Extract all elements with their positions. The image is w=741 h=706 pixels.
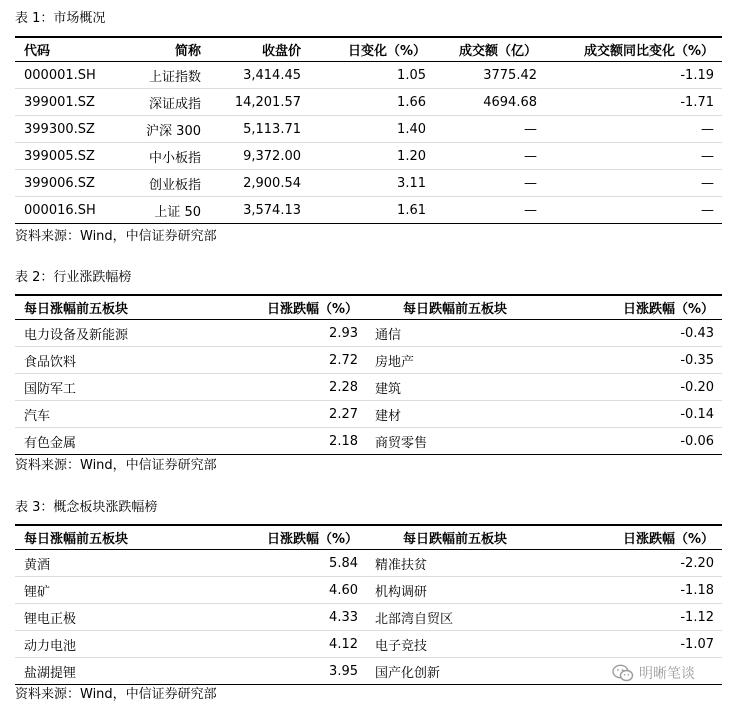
cell-close: 3,414.45 (201, 62, 301, 89)
cell-loser-sector: 国产化创新 (366, 658, 544, 685)
cell-loser-pct: -0.06 (544, 428, 722, 455)
cell-gainer-sector: 黄酒 (15, 550, 218, 577)
concept-ranking-table (15, 524, 722, 685)
cell-loser-pct: -1.12 (544, 604, 722, 631)
cell-close: 2,900.54 (201, 170, 301, 197)
col-header-code: 代码 (15, 37, 107, 62)
cell-loser-sector: 电子竞技 (366, 631, 544, 658)
cell-loser-sector: 建材 (366, 401, 544, 428)
table-row (15, 604, 722, 631)
table2-caption: 表 2：行业涨跌幅榜 (15, 270, 132, 285)
cell-gainer-pct: 4.33 (218, 604, 366, 631)
cell-name: 深证成指 (107, 89, 201, 116)
cell-turnover-yoy: — (537, 143, 722, 170)
table2-source: 资料来源：Wind，中信证券研究部 (15, 458, 217, 473)
cell-name: 沪深 300 (107, 116, 201, 143)
cell-close: 14,201.57 (201, 89, 301, 116)
table-row (15, 89, 722, 116)
cell-turnover: — (426, 170, 537, 197)
cell-daily-change: 1.05 (301, 62, 426, 89)
cell-gainer-sector: 电力设备及新能源 (15, 320, 218, 347)
cell-close: 3,574.13 (201, 197, 301, 224)
col-header-name: 简称 (107, 37, 201, 62)
col-header-top-losers: 每日跌幅前五板块 (366, 295, 544, 320)
cell-gainer-pct: 4.12 (218, 631, 366, 658)
cell-code: 399001.SZ (15, 89, 107, 116)
table-row (15, 143, 722, 170)
industry-ranking-table (15, 294, 722, 455)
cell-turnover-yoy: — (537, 116, 722, 143)
table1-caption: 表 1：市场概况 (15, 11, 106, 26)
cell-code: 399006.SZ (15, 170, 107, 197)
cell-loser-pct: -1.07 (544, 631, 722, 658)
cell-gainer-sector: 动力电池 (15, 631, 218, 658)
cell-code: 000016.SH (15, 197, 107, 224)
col-header-top-losers: 每日跌幅前五板块 (366, 525, 544, 550)
table-row (15, 631, 722, 658)
table-row (15, 116, 722, 143)
cell-gainer-sector: 锂矿 (15, 577, 218, 604)
cell-turnover-yoy: -1.71 (537, 89, 722, 116)
table3-caption: 表 3：概念板块涨跌幅榜 (15, 500, 158, 515)
col-header-close: 收盘价 (201, 37, 301, 62)
table-row (15, 550, 722, 577)
cell-gainer-sector: 锂电正极 (15, 604, 218, 631)
cell-gainer-pct: 2.28 (218, 374, 366, 401)
cell-gainer-pct: 2.27 (218, 401, 366, 428)
col-header-turnover-yoy: 成交额同比变化（%） (537, 37, 722, 62)
cell-daily-change: 1.40 (301, 116, 426, 143)
col-header-loss-pct: 日涨跌幅（%） (544, 525, 722, 550)
cell-loser-sector: 通信 (366, 320, 544, 347)
cell-loser-sector: 北部湾自贸区 (366, 604, 544, 631)
cell-loser-sector: 商贸零售 (366, 428, 544, 455)
cell-gainer-pct: 2.72 (218, 347, 366, 374)
cell-loser-pct: -0.43 (544, 320, 722, 347)
table-row (15, 577, 722, 604)
col-header-gain-pct: 日涨跌幅（%） (218, 525, 366, 550)
cell-turnover-yoy: -1.19 (537, 62, 722, 89)
cell-turnover: 3775.42 (426, 62, 537, 89)
table3-source: 资料来源：Wind，中信证券研究部 (15, 687, 217, 702)
cell-code: 399005.SZ (15, 143, 107, 170)
table1-source: 资料来源：Wind，中信证券研究部 (15, 229, 217, 244)
table-row (15, 374, 722, 401)
col-header-gain-pct: 日涨跌幅（%） (218, 295, 366, 320)
col-header-turnover: 成交额（亿） (426, 37, 537, 62)
table-row (15, 428, 722, 455)
cell-gainer-sector: 国防军工 (15, 374, 218, 401)
col-header-daily-change: 日变化（%） (301, 37, 426, 62)
market-overview-table (15, 36, 722, 224)
col-header-loss-pct: 日涨跌幅（%） (544, 295, 722, 320)
cell-name: 中小板指 (107, 143, 201, 170)
cell-turnover: — (426, 116, 537, 143)
cell-name: 上证指数 (107, 62, 201, 89)
table-row (15, 197, 722, 224)
cell-daily-change: 1.20 (301, 143, 426, 170)
table-header-row (15, 525, 722, 550)
cell-turnover: — (426, 197, 537, 224)
cell-turnover: 4694.68 (426, 89, 537, 116)
wechat-icon (612, 664, 634, 682)
cell-turnover-yoy: — (537, 197, 722, 224)
cell-gainer-pct: 5.84 (218, 550, 366, 577)
cell-loser-pct: -2.20 (544, 550, 722, 577)
cell-name: 上证 50 (107, 197, 201, 224)
cell-daily-change: 3.11 (301, 170, 426, 197)
cell-gainer-sector: 盐湖提锂 (15, 658, 218, 685)
table-header-row (15, 37, 722, 62)
cell-gainer-sector: 汽车 (15, 401, 218, 428)
watermark-text: 明晰笔谈 (639, 666, 695, 682)
table-row (15, 347, 722, 374)
cell-loser-pct: -0.14 (544, 401, 722, 428)
cell-turnover: — (426, 143, 537, 170)
cell-close: 9,372.00 (201, 143, 301, 170)
col-header-top-gainers: 每日涨幅前五板块 (15, 295, 218, 320)
cell-loser-pct: -0.35 (544, 347, 722, 374)
table-row (15, 320, 722, 347)
cell-loser-sector: 房地产 (366, 347, 544, 374)
cell-gainer-pct: 4.60 (218, 577, 366, 604)
cell-turnover-yoy: — (537, 170, 722, 197)
table-row (15, 401, 722, 428)
cell-gainer-sector: 有色金属 (15, 428, 218, 455)
cell-gainer-pct: 2.18 (218, 428, 366, 455)
cell-daily-change: 1.66 (301, 89, 426, 116)
cell-loser-sector: 精准扶贫 (366, 550, 544, 577)
cell-loser-pct: -1.18 (544, 577, 722, 604)
cell-gainer-pct: 2.93 (218, 320, 366, 347)
cell-daily-change: 1.61 (301, 197, 426, 224)
cell-gainer-pct: 3.95 (218, 658, 366, 685)
cell-loser-sector: 机构调研 (366, 577, 544, 604)
col-header-top-gainers: 每日涨幅前五板块 (15, 525, 218, 550)
cell-name: 创业板指 (107, 170, 201, 197)
cell-code: 000001.SH (15, 62, 107, 89)
cell-loser-pct: -0.20 (544, 374, 722, 401)
table-row (15, 62, 722, 89)
cell-gainer-sector: 食品饮料 (15, 347, 218, 374)
cell-loser-sector: 建筑 (366, 374, 544, 401)
cell-code: 399300.SZ (15, 116, 107, 143)
table-row (15, 170, 722, 197)
cell-close: 5,113.71 (201, 116, 301, 143)
table-header-row (15, 295, 722, 320)
watermark (612, 662, 695, 684)
